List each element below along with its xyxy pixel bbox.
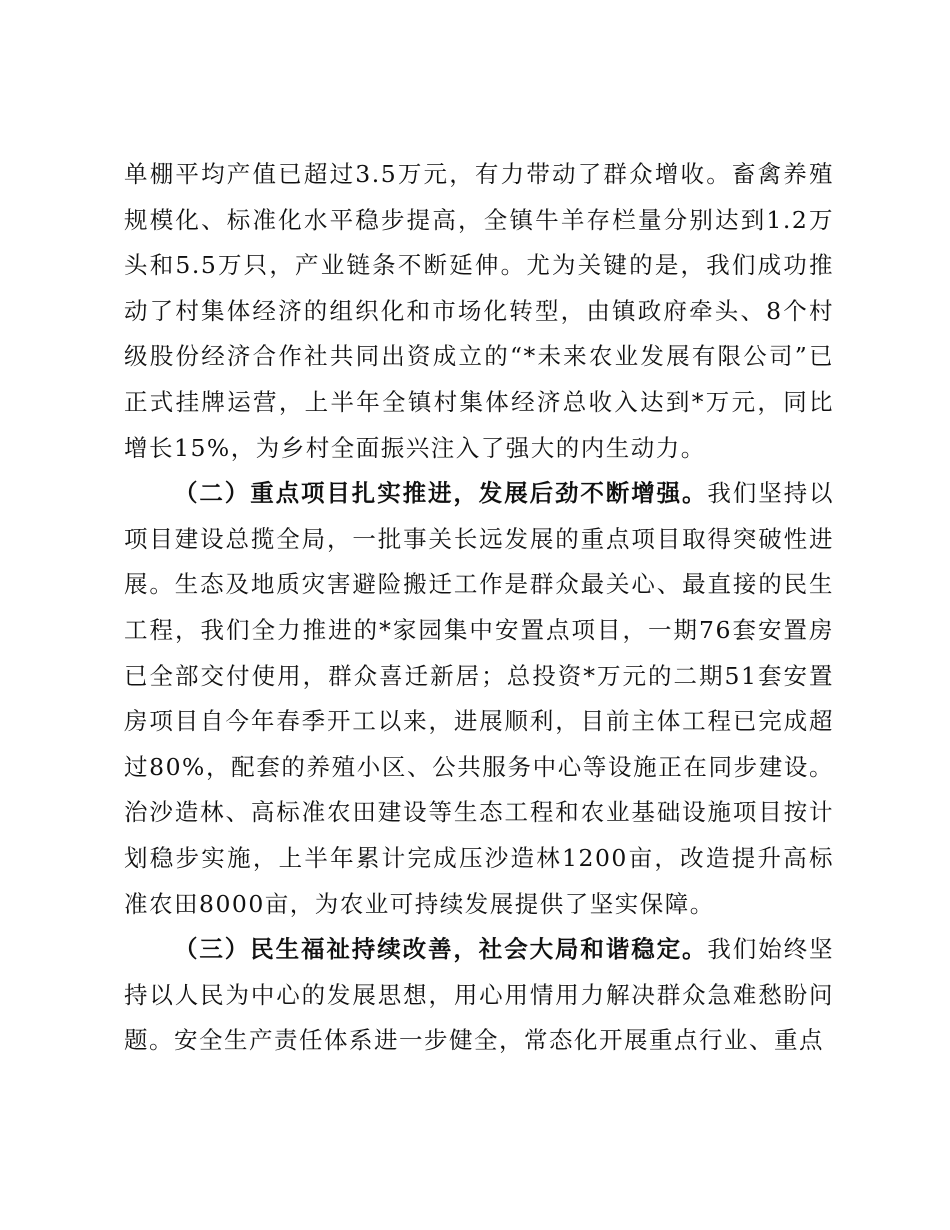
paragraph-1-text: 单棚平均产值已超过3.5万元，有力带动了群众增收。畜禽养殖规模化、标准化水平稳步提高，全镇牛羊存栏量分别达到1.2万头和5.5万只，产业链条不断延伸。尤为关键的是，我们成功推动了村集体经济的组织化和市场化转型，由镇政府牵头、8个村级股份经济合作社共同出资成立的“*未来农业发展有限公司”已正式挂牌运营，上半年全镇村集体经济总收入达到*万元，同比增长15%，为乡村全面振兴注入了强大的内生动力。 — [124, 160, 834, 462]
paragraph-3 — [124, 927, 834, 1064]
paragraph-3-text: 我们始终坚持以人民为中心的发展思想，用心用情用力解决群众急难愁盼问题。安全生产责任体系进一步健全，常态化开展重点行业、重点 — [124, 935, 835, 1055]
paragraph-2-heading: （二）重点项目扎实推进，发展后劲不断增强。 — [174, 479, 708, 508]
document-body — [124, 152, 834, 1064]
paragraph-1 — [124, 152, 834, 471]
paragraph-2-text: 我们坚持以项目建设总揽全局，一批事关长远发展的重点项目取得突破性进展。生态及地质灾害避险搬迁工作是群众最关心、最直接的民生工程，我们全力推进的*家园集中安置点项目，一期76套安置房已全部交付使用，群众喜迁新居；总投资*万元的二期51套安置房项目自今年春季开工以来，进展顺利，目前主体工程已完成超过80%，配套的养殖小区、公共服务中心等设施正在同步建设。治沙造林、高标准农田建设等生态工程和农业基础设施项目按计划稳步实施，上半年累计完成压沙造林1200亩，改造提升高标准农田8000亩，为农业可持续发展提供了坚实保障。 — [124, 479, 835, 918]
paragraph-2 — [124, 471, 834, 927]
paragraph-3-heading: （三）民生福祉持续改善，社会大局和谐稳定。 — [174, 935, 708, 964]
